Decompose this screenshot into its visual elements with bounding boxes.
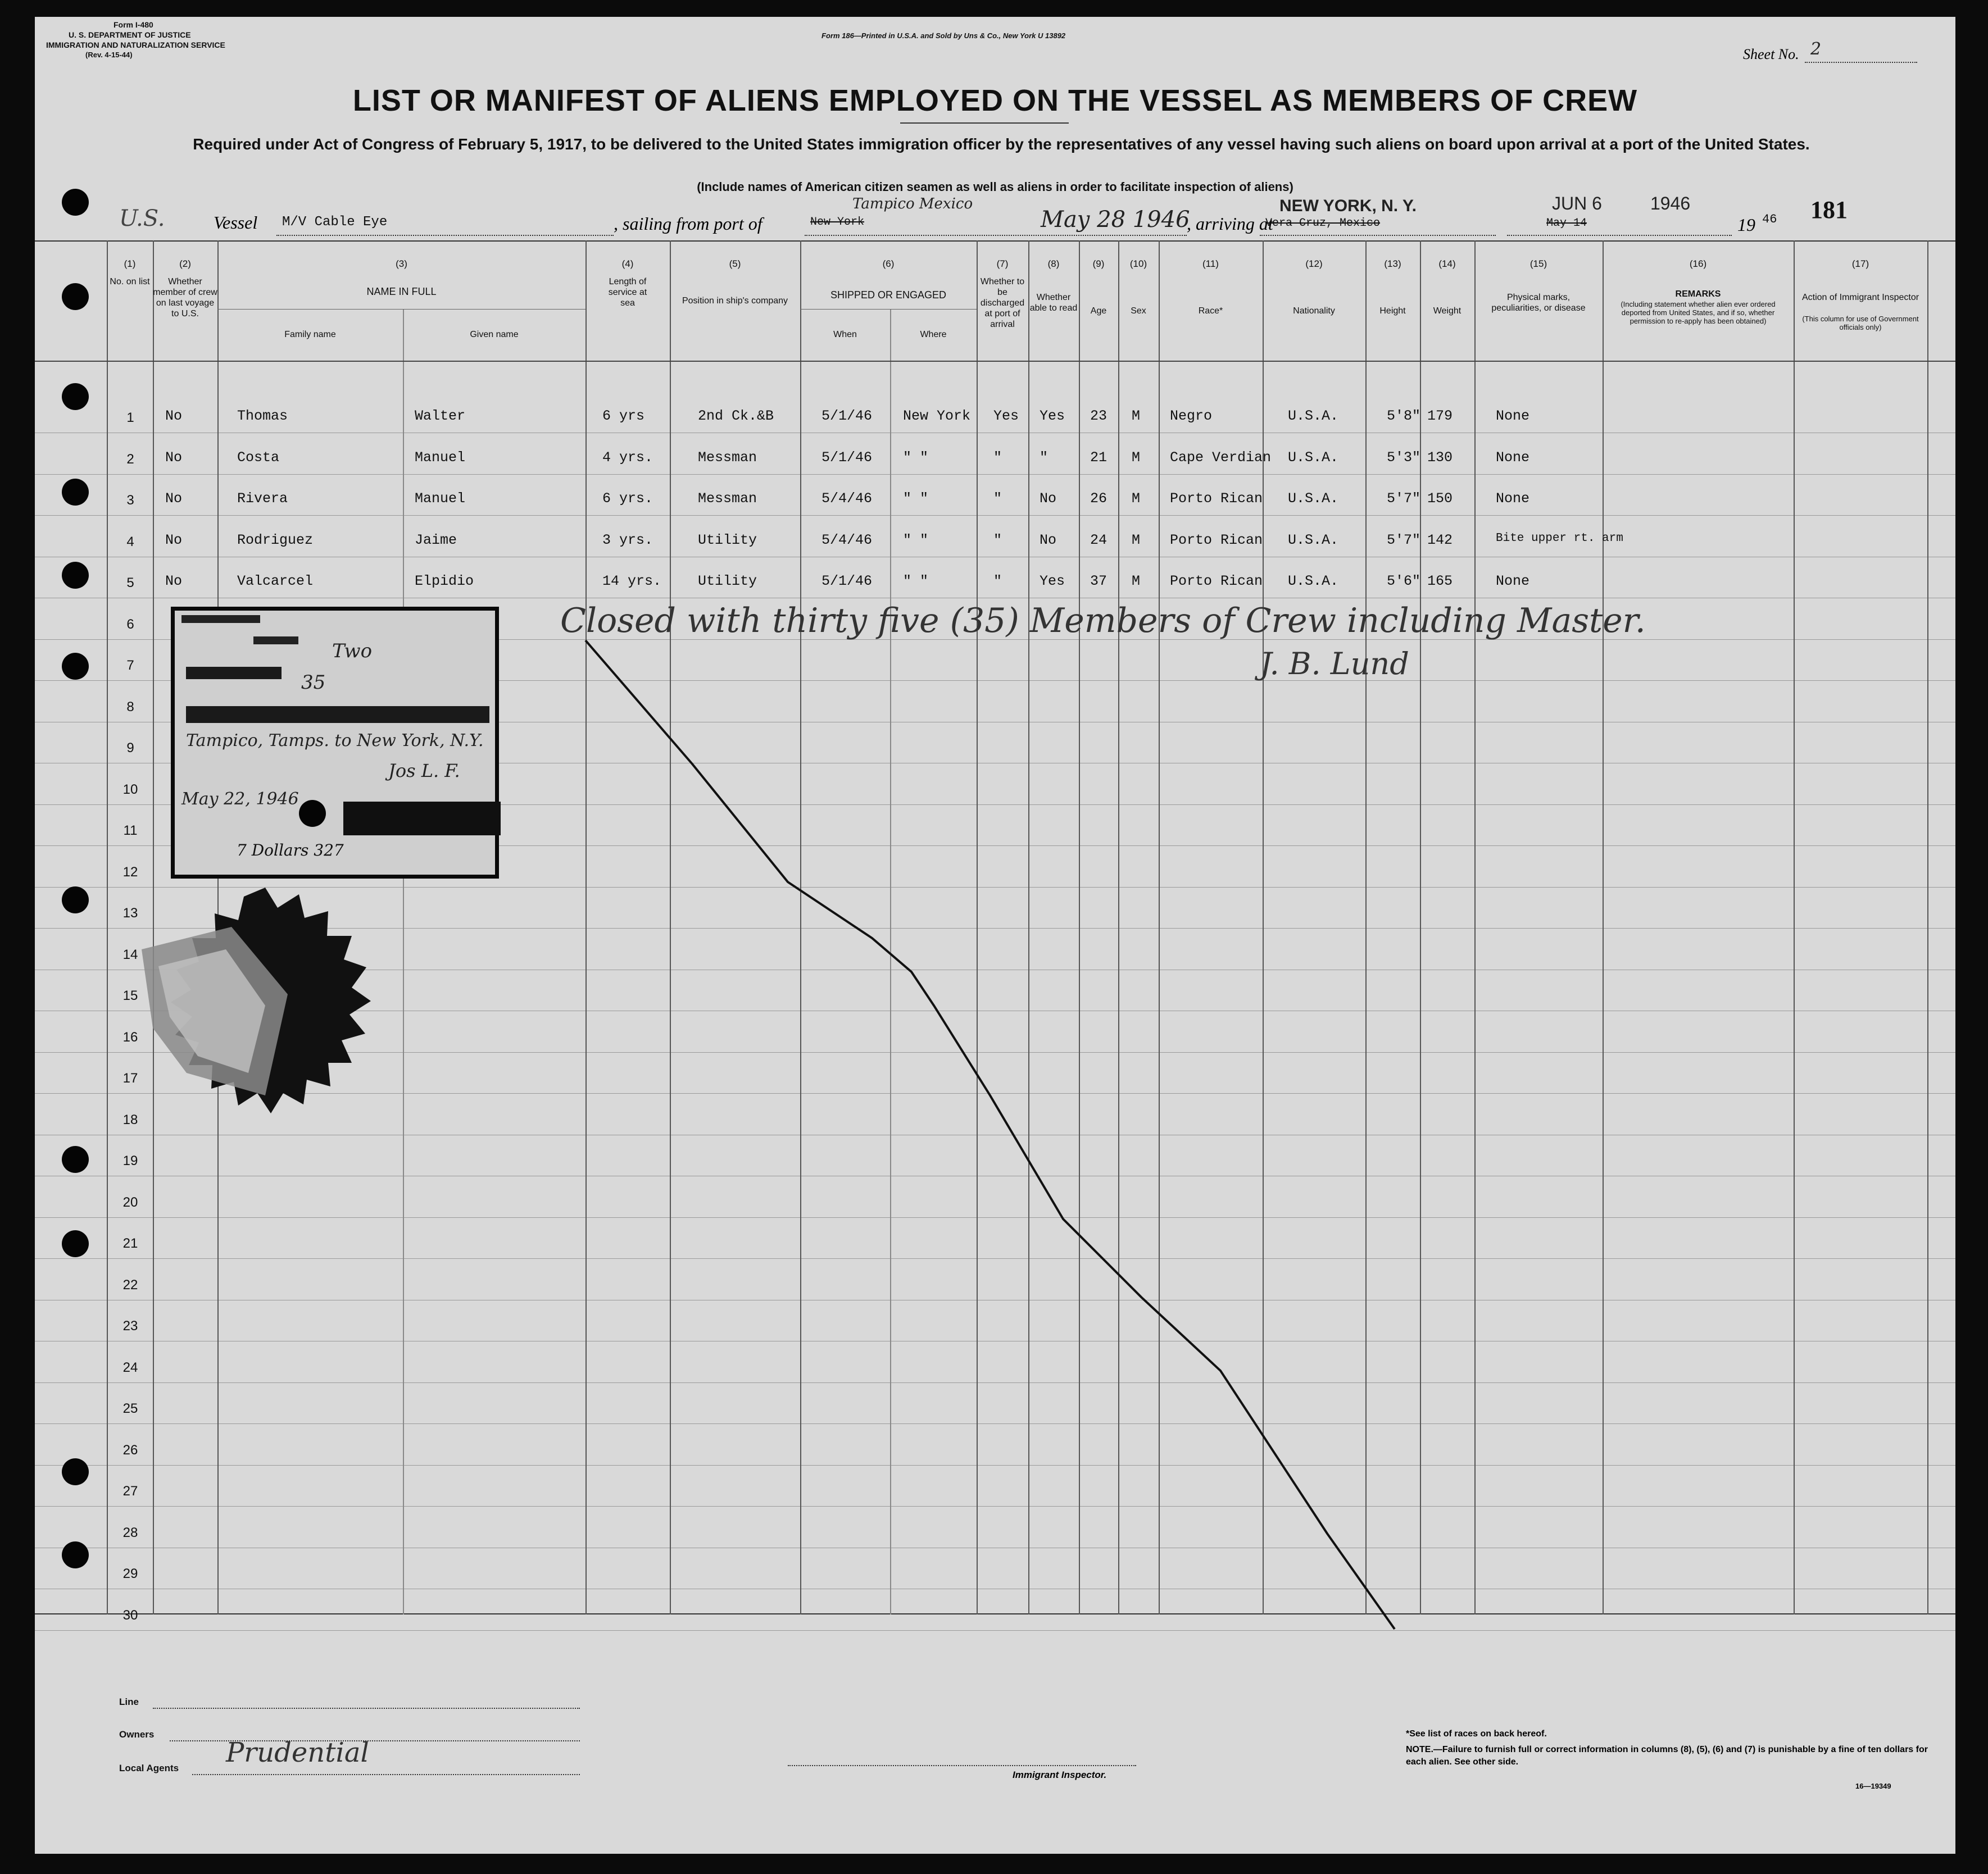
column-5-header: Position in ship's company <box>682 296 788 306</box>
column-8-header: Whether able to read <box>1029 293 1078 313</box>
service-length-cell: 3 yrs. <box>602 531 653 548</box>
column-16-subtext: (Including statement whether alien ever ordered deported from United States, and if so, whether permission to re-apply has been obtained) <box>1621 300 1776 325</box>
line-label: Line <box>119 1696 139 1707</box>
strike-line <box>35 17 1955 1854</box>
inspector-label: Immigrant Inspector. <box>1013 1770 1107 1780</box>
given-name-cell: Manuel <box>415 449 466 466</box>
column-4-number: (4) <box>621 258 634 269</box>
sex-cell: M <box>1132 490 1141 507</box>
row-number: 25 <box>122 1401 138 1416</box>
column-12-header: Nationality <box>1293 306 1335 316</box>
column-13-number: (13) <box>1384 258 1401 269</box>
row-number: 20 <box>122 1194 138 1210</box>
weight-cell: 179 <box>1427 408 1453 424</box>
inspector-underline <box>788 1765 1136 1766</box>
punch-hole <box>62 1230 89 1257</box>
column-1-number: (1) <box>124 258 136 269</box>
race-cell: Porto Rican <box>1170 531 1263 548</box>
nationality-cell: U.S.A. <box>1288 408 1339 424</box>
column-7-number: (7) <box>996 258 1009 269</box>
races-note: *See list of races on back hereof. <box>1406 1729 1547 1739</box>
arriving-stamp: NEW YORK, N. Y. <box>1279 197 1417 215</box>
year-prefix: 19 <box>1737 215 1755 235</box>
race-cell: Porto Rican <box>1170 490 1263 507</box>
shipped-where-cell: " " <box>903 449 929 466</box>
form-number: Form I-480 <box>114 20 153 29</box>
row-number: 1 <box>126 410 134 425</box>
row-number: 29 <box>122 1566 138 1581</box>
column-11-header: Race* <box>1198 306 1223 316</box>
age-cell: 37 <box>1090 573 1108 589</box>
owners-label: Owners <box>119 1729 155 1740</box>
given-name-cell: Jaime <box>415 531 457 548</box>
last-voyage-cell: No <box>165 573 183 589</box>
subtitle: Required under Act of Congress of February 5, 1917, to be delivered to the United States immigration officer by the representatives of any vessel having such aliens on board upon arrival at a port of the United States. <box>193 135 1810 153</box>
column-10-header: Sex <box>1131 306 1146 316</box>
height-cell: 5'8" <box>1387 408 1421 424</box>
column-6-header: SHIPPED OR ENGAGED <box>830 289 947 301</box>
row-number: 9 <box>126 740 134 756</box>
nationality-cell: U.S.A. <box>1288 449 1339 466</box>
agents-handwritten: Prudential <box>226 1737 369 1768</box>
discharged-cell: " <box>993 531 1002 548</box>
weight-cell: 150 <box>1427 490 1453 507</box>
race-cell: Negro <box>1170 408 1213 424</box>
punch-hole <box>62 1541 89 1568</box>
physical-marks-cell: Bite upper rt. arm <box>1496 531 1623 545</box>
service-length-cell: 6 yrs. <box>602 490 653 507</box>
closing-note: Closed with thirty five (35) Members of Crew including Master. <box>560 601 1646 640</box>
year-suffix: 46 <box>1762 212 1777 226</box>
arriving-label: , arriving at <box>1187 213 1273 234</box>
sex-cell: M <box>1132 573 1141 589</box>
shipped-when-cell: 5/1/46 <box>821 449 873 466</box>
service-length-cell: 6 yrs <box>602 408 645 424</box>
shipped-where-cell: " " <box>903 531 929 548</box>
stamp-route: Tampico, Tamps. to New York, N.Y. <box>186 731 484 750</box>
sheet-label: Sheet No. <box>1743 46 1799 62</box>
stamp-members: 35 <box>301 671 326 694</box>
age-cell: 23 <box>1090 408 1108 424</box>
sailing-label: , sailing from port of <box>614 213 762 234</box>
last-voyage-cell: No <box>165 449 183 466</box>
page-title: LIST OR MANIFEST OF ALIENS EMPLOYED ON THE VESSEL AS MEMBERS OF CREW <box>352 84 1638 117</box>
column-8-number: (8) <box>1047 258 1060 269</box>
shipped-where-header: Where <box>920 330 947 339</box>
sailing-port-handwritten: Tampico Mexico <box>852 195 973 212</box>
physical-marks-cell: None <box>1496 573 1530 589</box>
row-number: 16 <box>122 1029 138 1045</box>
height-cell: 5'7" <box>1387 490 1421 507</box>
shipped-when-header: When <box>833 330 857 339</box>
stamp-signature: Jos L. F. <box>388 760 460 781</box>
position-cell: Utility <box>698 573 757 589</box>
row-number: 30 <box>122 1607 138 1623</box>
vessel-prefix: U.S. <box>119 206 165 231</box>
shipped-when-cell: 5/4/46 <box>821 531 873 548</box>
given-name-cell: Manuel <box>415 490 466 507</box>
column-9-header: Age <box>1090 306 1107 316</box>
physical-marks-cell: None <box>1496 490 1530 507</box>
printer-note: Form 186—Printed in U.S.A. and Sold by Uns & Co., New York U 13892 <box>821 31 1066 40</box>
row-number: 8 <box>126 699 134 715</box>
family-name-cell: Rivera <box>237 490 288 507</box>
sailing-port-typed: New York <box>810 216 865 229</box>
weight-cell: 165 <box>1427 573 1453 589</box>
row-number: 4 <box>126 534 134 549</box>
column-2-header: Whether member of crew on last voyage to U.S. <box>153 277 217 319</box>
column-4-header: Length of service at sea <box>608 277 647 308</box>
sex-cell: M <box>1132 449 1141 466</box>
shipped-when-cell: 5/1/46 <box>821 573 873 589</box>
column-14-number: (14) <box>1438 258 1456 269</box>
agency-name: U. S. DEPARTMENT OF JUSTICE <box>69 30 191 39</box>
weight-cell: 142 <box>1427 531 1453 548</box>
sheet-number: 2 <box>1810 39 1822 59</box>
row-number: 2 <box>126 451 134 467</box>
row-number: 28 <box>122 1525 138 1540</box>
line-underline <box>153 1708 580 1709</box>
service-length-cell: 14 yrs. <box>602 573 662 589</box>
column-14-header: Weight <box>1433 306 1462 316</box>
height-cell: 5'6" <box>1387 573 1421 589</box>
able-to-read-cell: No <box>1040 531 1057 548</box>
age-cell: 21 <box>1090 449 1108 466</box>
service-length-cell: 4 yrs. <box>602 449 653 466</box>
column-1-header: No. on list <box>110 277 150 286</box>
discharged-cell: " <box>993 573 1002 589</box>
form-code: 16—19349 <box>1855 1782 1891 1790</box>
able-to-read-cell: Yes <box>1040 408 1065 424</box>
column-15-number: (15) <box>1529 258 1547 269</box>
last-voyage-cell: No <box>165 531 183 548</box>
row-number: 12 <box>122 864 138 880</box>
position-cell: Messman <box>698 490 757 507</box>
race-cell: Cape Verdian <box>1170 449 1272 466</box>
column-17-subtext: (This column for use of Government officials only) <box>1802 315 1919 331</box>
column-3-number: (3) <box>396 258 407 269</box>
nationality-cell: U.S.A. <box>1288 573 1339 589</box>
row-number: 22 <box>122 1277 138 1293</box>
punch-hole <box>62 1146 89 1173</box>
row-number: 19 <box>122 1153 138 1168</box>
nationality-cell: U.S.A. <box>1288 490 1339 507</box>
page-number: 181 <box>1810 196 1848 224</box>
family-name-cell: Rodriguez <box>237 531 314 548</box>
given-name-cell: Elpidio <box>415 573 474 589</box>
stamp-date: JUN 6 <box>1552 193 1602 213</box>
punch-hole <box>299 800 326 827</box>
discharged-cell: " <box>993 449 1002 466</box>
row-number: 18 <box>122 1112 138 1127</box>
family-name-cell: Thomas <box>237 408 288 424</box>
able-to-read-cell: Yes <box>1040 573 1065 589</box>
punch-hole <box>62 479 89 506</box>
agents-underline <box>192 1774 580 1775</box>
age-cell: 24 <box>1090 531 1108 548</box>
punch-hole <box>62 1458 89 1485</box>
shipped-where-cell: " " <box>903 573 929 589</box>
column-13-header: Height <box>1379 306 1406 316</box>
service-name: IMMIGRATION AND NATURALIZATION SERVICE <box>46 40 225 49</box>
column-7-header: Whether to be discharged at port of arrival <box>980 277 1025 329</box>
punch-hole <box>62 383 89 410</box>
column-15-header: Physical marks, peculiarities, or disease <box>1491 293 1586 313</box>
arriving-port-typed: Vera Cruz, Mexico <box>1265 217 1381 230</box>
column-12-number: (12) <box>1305 258 1323 269</box>
given-name-cell: Walter <box>415 408 466 424</box>
revision-date: (Rev. 4-15-44) <box>85 51 133 59</box>
row-number: 14 <box>122 947 138 962</box>
position-cell: Utility <box>698 531 757 548</box>
shipped-when-cell: 5/1/46 <box>821 408 873 424</box>
row-number: 13 <box>122 906 138 921</box>
height-cell: 5'7" <box>1387 531 1421 548</box>
able-to-read-cell: No <box>1040 490 1057 507</box>
shipped-where-cell: New York <box>903 408 971 424</box>
row-number: 7 <box>126 658 134 673</box>
column-6-number: (6) <box>882 258 895 269</box>
sailing-date-handwritten: May 28 1946 <box>1041 207 1190 233</box>
row-number: 24 <box>122 1359 138 1375</box>
stamp-count: Two <box>332 640 373 662</box>
column-9-number: (9) <box>1092 258 1105 269</box>
height-cell: 5'3" <box>1387 449 1421 466</box>
punch-hole <box>62 189 89 216</box>
age-cell: 26 <box>1090 490 1108 507</box>
row-number: 11 <box>123 823 138 838</box>
family-name-cell: Valcarcel <box>237 573 314 589</box>
penalty-note: NOTE.—Failure to furnish full or correct information in columns (8), (5), (6) and (7) is punishable by a fine of ten dollars for each alien. See other side. <box>1406 1745 1928 1767</box>
physical-marks-cell: None <box>1496 408 1530 424</box>
row-number: 15 <box>122 988 138 1003</box>
manifest-page <box>35 17 1955 1854</box>
closing-signature: J. B. Lund <box>1260 646 1409 681</box>
include-note: (Include names of American citizen seamen as well as aliens in order to facilitate inspection of aliens) <box>697 180 1293 194</box>
able-to-read-cell: " <box>1040 449 1049 466</box>
column-5-number: (5) <box>729 258 741 269</box>
family-name-cell: Costa <box>237 449 280 466</box>
column-3-header: NAME IN FULL <box>366 286 437 297</box>
last-voyage-cell: No <box>165 408 183 424</box>
stamp-date: May 22, 1946 <box>181 789 299 809</box>
column-17-number: (17) <box>1851 258 1869 269</box>
sex-cell: M <box>1132 408 1141 424</box>
row-number: 17 <box>122 1071 138 1086</box>
row-number: 3 <box>126 493 134 508</box>
row-number: 26 <box>122 1442 138 1458</box>
shipped-when-cell: 5/4/46 <box>821 490 873 507</box>
row-number: 10 <box>122 781 138 797</box>
column-16-number: (16) <box>1689 258 1707 269</box>
row-number: 27 <box>122 1484 138 1499</box>
column-2-number: (2) <box>179 258 191 269</box>
row-number: 5 <box>126 575 134 590</box>
position-cell: 2nd Ck.&B <box>698 408 774 424</box>
column-11-number: (11) <box>1202 258 1219 269</box>
family-name-header: Family name <box>284 330 336 339</box>
sex-cell: M <box>1132 531 1141 548</box>
physical-marks-cell: None <box>1496 449 1530 466</box>
vessel-label: Vessel <box>214 212 258 233</box>
vessel-name: M/V Cable Eye <box>282 215 388 230</box>
punch-hole <box>62 562 89 589</box>
stamp-year: 1946 <box>1650 193 1691 213</box>
row-number: 21 <box>122 1236 138 1251</box>
discharged-cell: " <box>993 490 1002 507</box>
stamp-footer: 7 Dollars 327 <box>237 841 344 859</box>
shipped-where-cell: " " <box>903 490 929 507</box>
given-name-header: Given name <box>470 330 519 339</box>
punch-hole <box>62 886 89 913</box>
row-number: 23 <box>122 1318 138 1334</box>
weight-cell: 130 <box>1427 449 1453 466</box>
nationality-cell: U.S.A. <box>1288 531 1339 548</box>
row-number: 6 <box>126 616 134 632</box>
punch-hole <box>62 283 89 310</box>
position-cell: Messman <box>698 449 757 466</box>
agents-label: Local Agents <box>119 1763 179 1773</box>
column-16-header: REMARKS <box>1675 289 1721 299</box>
column-10-number: (10) <box>1129 258 1147 269</box>
punch-hole <box>62 653 89 680</box>
last-voyage-cell: No <box>165 490 183 507</box>
column-17-header: Action of Immigrant Inspector <box>1801 293 1919 302</box>
race-cell: Porto Rican <box>1170 573 1263 589</box>
arrival-date-struck: May 14 <box>1546 217 1587 230</box>
discharged-cell: Yes <box>993 408 1019 424</box>
